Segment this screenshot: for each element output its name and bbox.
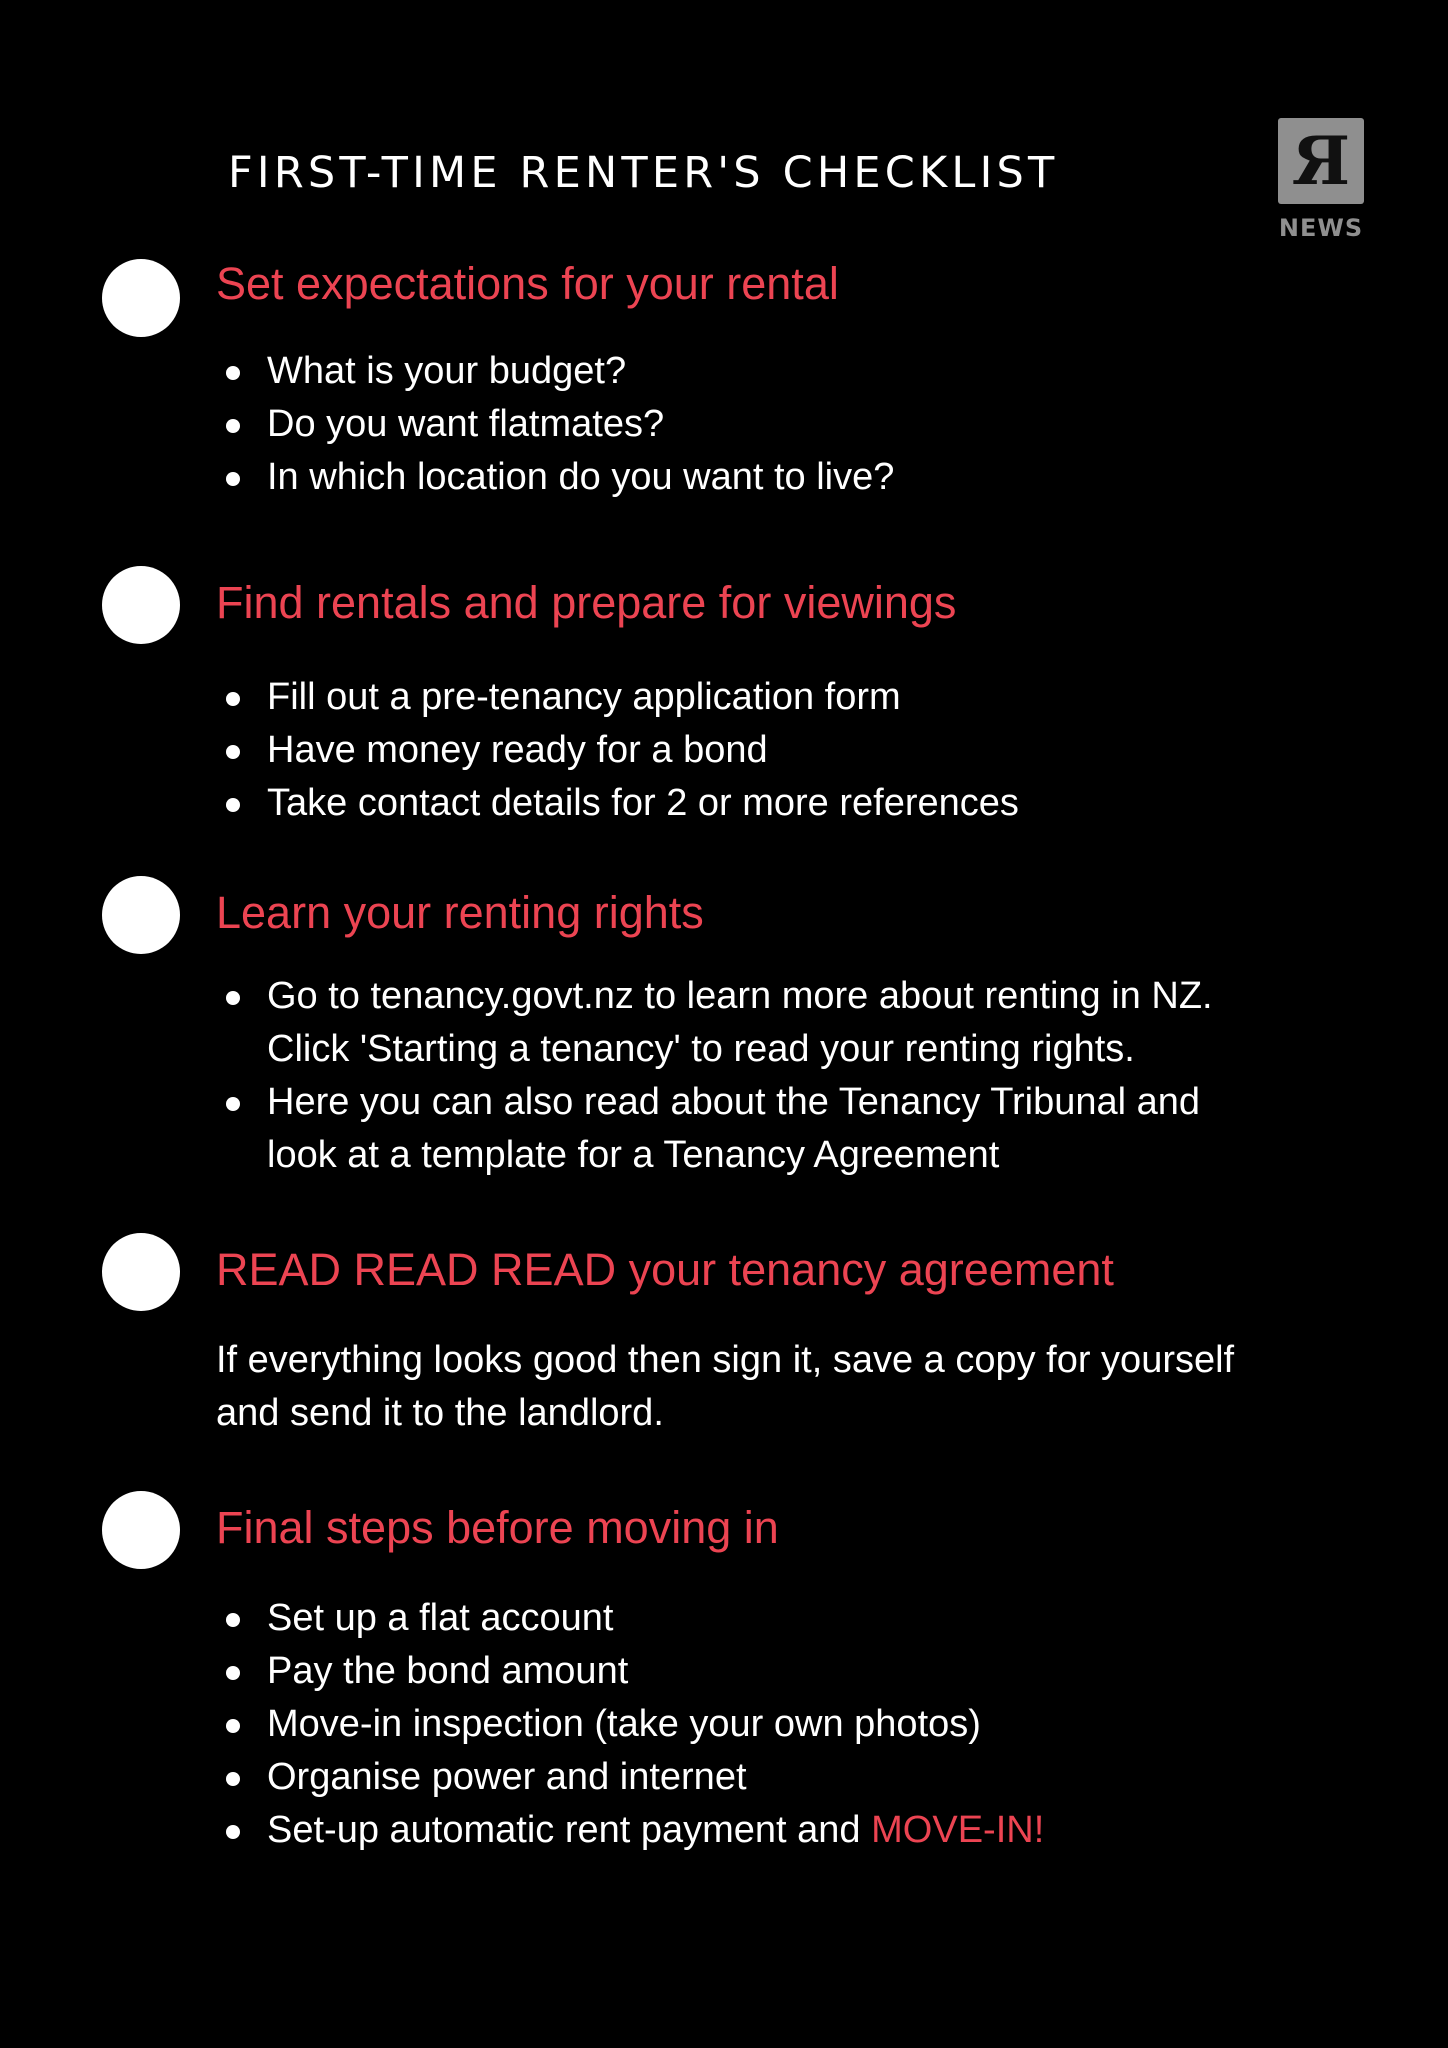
list-item: Take contact details for 2 or more references [216, 777, 1019, 830]
checkbox-circle-icon [102, 1233, 180, 1311]
section-heading: Set expectations for your rental [216, 258, 839, 309]
list-item: Do you want flatmates? [216, 398, 894, 451]
logo-wordmark: NEWS [1278, 214, 1364, 242]
list-item-line: Go to tenancy.govt.nz to learn more about renting in NZ. [267, 975, 1213, 1017]
list-item: In which location do you want to live? [216, 451, 894, 504]
section-list [216, 970, 1213, 1182]
section-list [216, 345, 894, 504]
checkbox-circle-icon [102, 566, 180, 644]
list-item-line: Click 'Starting a tenancy' to read your renting rights. [267, 1028, 1135, 1070]
list-item: Set up a flat account [216, 1592, 1044, 1645]
list-item: Have money ready for a bond [216, 724, 1019, 777]
list-item: Organise power and internet [216, 1751, 1044, 1804]
list-item: Fill out a pre-tenancy application form [216, 671, 1019, 724]
move-in-accent: MOVE-IN! [871, 1809, 1045, 1851]
list-item [216, 1076, 1213, 1182]
list-item-text: Set-up automatic rent payment and [267, 1809, 861, 1851]
list-item-line: Here you can also read about the Tenancy Tribunal and [267, 1081, 1201, 1123]
list-item: Pay the bond amount [216, 1645, 1044, 1698]
list-item: Move-in inspection (take your own photos) [216, 1698, 1044, 1751]
checkbox-circle-icon [102, 876, 180, 954]
logo-r-icon: Я [1291, 122, 1351, 200]
checkbox-circle-icon [102, 1491, 180, 1569]
paragraph-line: If everything looks good then sign it, save a copy for yourself [216, 1339, 1235, 1381]
section-heading: Learn your renting rights [216, 887, 704, 938]
page-title: FIRST-TIME RENTER'S CHECKLIST [228, 148, 1059, 198]
section-list [216, 671, 1019, 830]
paragraph-line: and send it to the landlord. [216, 1392, 664, 1434]
section-list [216, 1592, 1044, 1857]
section-heading: READ READ READ your tenancy agreement [216, 1244, 1114, 1295]
checkbox-circle-icon [102, 259, 180, 337]
rnz-news-logo [1278, 118, 1364, 242]
list-item [216, 970, 1213, 1076]
list-item: What is your budget? [216, 345, 894, 398]
logo-box [1278, 118, 1364, 204]
section-heading: Final steps before moving in [216, 1502, 779, 1553]
list-item-line: look at a template for a Tenancy Agreement [267, 1134, 1000, 1176]
section-paragraph [216, 1334, 1234, 1440]
list-item [216, 1804, 1044, 1857]
section-heading: Find rentals and prepare for viewings [216, 577, 957, 628]
